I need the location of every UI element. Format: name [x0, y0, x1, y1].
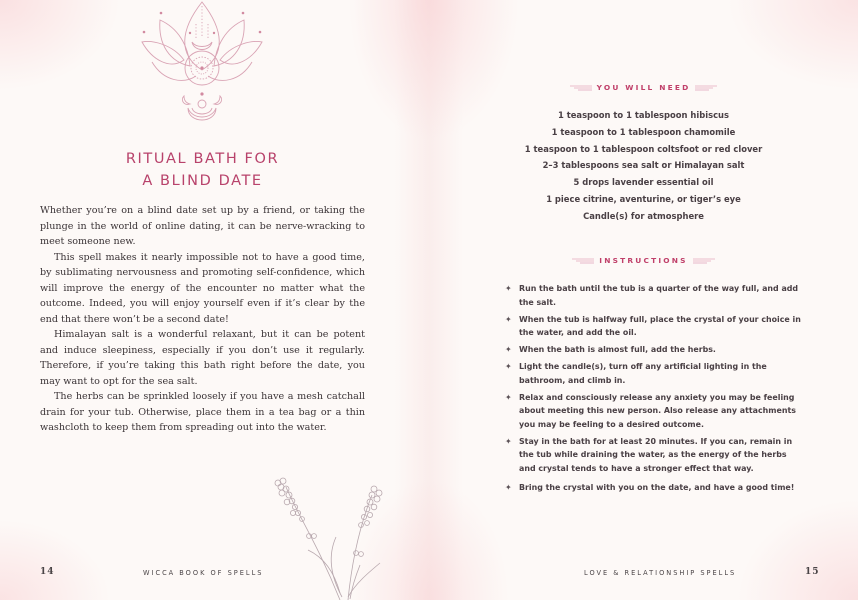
- rule-left-icon: [572, 258, 594, 264]
- step-text: Bring the crystal with you on the date, and have a good time!: [519, 483, 795, 493]
- page-number-right: 15: [805, 567, 820, 577]
- step-text: Run the bath until the tub is a quarter of the way full, and add the salt.: [519, 284, 799, 307]
- instruction-step: [505, 360, 805, 387]
- step-text: When the bath is almost full, add the herbs.: [519, 345, 716, 355]
- heading-label: INSTRUCTIONS: [599, 256, 688, 265]
- ingredient-item: 1 teaspoon to 1 tablespoon hibiscus: [557, 110, 730, 120]
- step-text: Relax and consciously release any anxiety you may be feeling about meeting this new person. Also release any attachments you may be feeling to a desired outcome.: [519, 392, 796, 429]
- star-bullet-icon: ✦: [505, 392, 512, 402]
- page-number-left: 14: [40, 567, 55, 577]
- instruction-step: [505, 282, 805, 309]
- paragraph: Whether you’re on a blind date set up by a friend, or taking the plunge in the world of online dating, it can be nerve-wracking to meet someone new.: [40, 205, 365, 247]
- running-head-right: LOVE & RELATIONSHIP SPELLS: [584, 569, 737, 577]
- spell-title: [40, 148, 365, 192]
- star-bullet-icon: ✦: [505, 436, 512, 446]
- heading-label: YOU WILL NEED: [596, 83, 691, 92]
- star-bullet-icon: ✦: [505, 483, 512, 493]
- instruction-step: [505, 481, 805, 495]
- paragraph: This spell makes it nearly impossible not to have a good time, by sublimating nervousness and promoting self-confidence, which will improve the energy of the encounter no matter what the outcome. Indeed, you will enjoy yourself even if it’s clear by the end that there won’t be a second date!: [40, 251, 365, 325]
- ingredient-item: 1 piece citrine, aventurine, or tiger’s eye: [546, 193, 741, 204]
- title-line-1: RITUAL BATH FOR: [125, 151, 280, 167]
- rule-left-icon: [570, 85, 592, 91]
- ingredient-item: Candle(s) for atmosphere: [583, 210, 704, 221]
- star-bullet-icon: ✦: [505, 345, 512, 355]
- ingredient-item: 2–3 tablespoons sea salt or Himalayan salt: [542, 160, 745, 171]
- star-bullet-icon: ✦: [505, 284, 512, 293]
- paragraph: The herbs can be sprinkled loosely if you have a mesh catchall drain for your tub. Otherwise, place them in a tea bag or a thin washcloth to keep them from spreading out into the water.: [40, 391, 365, 433]
- you-will-need-heading: [429, 83, 858, 92]
- rule-right-icon: [695, 85, 717, 91]
- spell-description: [40, 203, 365, 436]
- right-page: [429, 0, 858, 600]
- ingredients-list: [429, 107, 858, 225]
- star-bullet-icon: ✦: [505, 314, 512, 324]
- rule-right-icon: [693, 258, 715, 264]
- ingredient-item: 1 teaspoon to 1 tablespoon coltsfoot or red clover: [524, 143, 763, 154]
- ingredient-item: 1 teaspoon to 1 tablespoon chamomile: [551, 126, 736, 137]
- step-text: When the tub is halfway full, place the crystal of your choice in the water, and add the oil.: [519, 314, 801, 338]
- lavender-sprig-icon: [268, 475, 398, 600]
- instructions-heading: [429, 256, 858, 265]
- instruction-step: [505, 391, 805, 432]
- instruction-step: [505, 313, 805, 340]
- paragraph: Himalayan salt is a wonderful relaxant, but it can be potent and induce sleepiness, especially if you don’t use it regularly. Therefore, if you’re taking this bath right before the date, you may want to opt for the sea salt.: [40, 329, 365, 387]
- step-text: Light the candle(s), turn off any artificial lighting in the bathroom, and climb in.: [519, 362, 767, 385]
- star-bullet-icon: ✦: [505, 362, 512, 372]
- lotus-moon-icon: [140, 0, 264, 132]
- instruction-step: [505, 343, 805, 357]
- ingredient-item: 5 drops lavender essential oil: [573, 177, 714, 188]
- running-head-left: WICCA BOOK OF SPELLS: [143, 569, 264, 577]
- instructions-list: [505, 282, 805, 499]
- title-line-2: A BLIND DATE: [142, 173, 263, 189]
- step-text: Stay in the bath for at least 20 minutes. If you can, remain in the tub while draining the water, as the energy of the herbs and crystal tends to have a stronger effect that way.: [519, 436, 793, 473]
- instruction-step: [505, 435, 805, 476]
